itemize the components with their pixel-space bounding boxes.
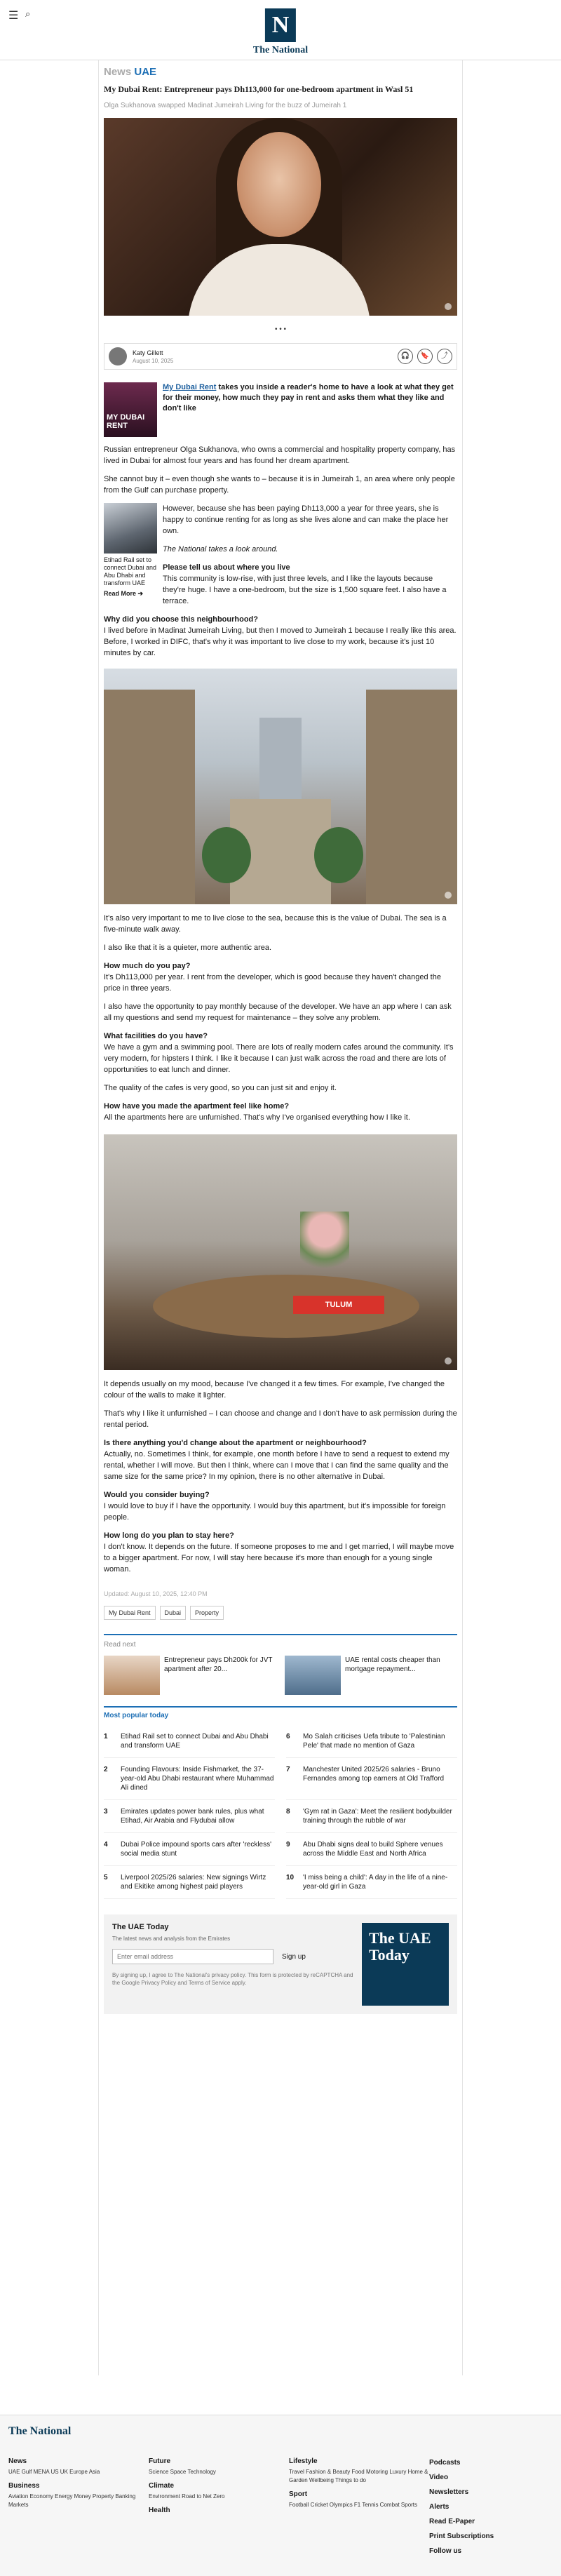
section-uae[interactable]: UAE: [134, 66, 157, 78]
popular-title[interactable]: Dubai Police impound sports cars after 'reckless' social media stunt: [121, 1841, 272, 1858]
popular-item[interactable]: [104, 1833, 275, 1866]
footer-alerts[interactable]: Alerts: [429, 2503, 450, 2511]
publish-date: August 10, 2025: [133, 357, 174, 364]
question-heading: Would you consider buying?: [104, 1491, 210, 1499]
series-promo-image[interactable]: MY DUBAI RENT: [104, 382, 157, 437]
paragraph: The quality of the cafes is very good, so you can just sit and enjoy it.: [104, 1084, 337, 1092]
read-next-item[interactable]: [104, 1656, 276, 1695]
author-avatar[interactable]: [109, 347, 127, 365]
footer-links-lifestyle[interactable]: Travel Fashion & Beauty Food Motoring Luxury Home & Garden Wellbeing Things to do: [289, 2469, 428, 2483]
read-more-link[interactable]: Read More ➔: [104, 590, 144, 597]
footer-logo[interactable]: The National: [8, 2425, 72, 2437]
question-heading: Please tell us about where you live: [163, 563, 290, 572]
logo-mark: N: [265, 8, 296, 42]
menu-icon[interactable]: ☰: [8, 10, 19, 22]
question-heading: What facilities do you have?: [104, 1032, 208, 1040]
popular-title[interactable]: Etihad Rail set to connect Dubai and Abu Dhabi and transform UAE: [121, 1733, 269, 1750]
footer-links-sport[interactable]: Football Cricket Olympics F1 Tennis Combat Sports: [289, 2502, 418, 2508]
tag-list: [104, 1606, 457, 1620]
popular-title[interactable]: Abu Dhabi signs deal to build Sphere venues across the Middle East and North Africa: [303, 1841, 443, 1858]
tag-property[interactable]: Property: [190, 1606, 224, 1620]
standfirst: Olga Sukhanova swapped Madinat Jumeirah Living for the buzz of Jumeirah 1: [104, 102, 347, 109]
footer-heading-lifestyle[interactable]: Lifestyle: [289, 2457, 318, 2465]
popular-item[interactable]: [286, 1758, 457, 1800]
question-heading: How long do you plan to stay here?: [104, 1531, 234, 1540]
footer-links-climate[interactable]: Environment Road to Net Zero: [149, 2493, 225, 2500]
copyright-icon[interactable]: [445, 1357, 452, 1364]
paragraph: However, because she has been paying Dh113,000 a year for three years, she is happy to continue renting for as long as she lives alone and can make the place her own.: [163, 504, 449, 535]
footer-heading-news[interactable]: News: [8, 2457, 27, 2465]
paragraph: That's why I like it unfurnished – I can choose and change and I don't have to ask permission during the rental period.: [104, 1409, 457, 1429]
newsletter-subtitle: The latest news and analysis from the Emirates: [112, 1936, 231, 1942]
newsletter-badge: The UAE Today: [362, 1923, 449, 2006]
paragraph: The National takes a look around.: [163, 545, 278, 554]
series-description: takes you inside a reader's home to have a look at what they get for their money, how much they pay in rent and asks them what they like and don't like: [163, 383, 454, 412]
answer: Actually, no. Sometimes I think, for example, one month before I have to send a request to extend my rental, whether I will move. But then I think, where can I move that I can find the same quality and the same size for the same price? In my opinion, there is no other alternative in Dubai.: [104, 1450, 450, 1481]
read-next-item[interactable]: [285, 1656, 457, 1695]
popular-rank: 9: [286, 1841, 290, 1849]
read-next-thumbnail[interactable]: [285, 1656, 341, 1695]
carousel-dots[interactable]: • • •: [274, 326, 287, 333]
popular-item[interactable]: [104, 1725, 275, 1758]
popular-rank: 7: [286, 1766, 290, 1773]
article-column: [98, 60, 463, 2375]
popular-title[interactable]: Liverpool 2025/26 salaries: New signings Wirtz and Ekitike among highest paid players: [121, 1874, 266, 1891]
building-left: [104, 690, 195, 904]
paragraph: It depends usually on my mood, because I've changed it a few times. For example, I've changed the colour of the walls to make it lighter.: [104, 1380, 445, 1400]
newsletter-signup: [104, 1914, 457, 2014]
copyright-icon[interactable]: [445, 892, 452, 899]
popular-rank: 5: [104, 1874, 108, 1881]
footer-heading-sport[interactable]: Sport: [289, 2490, 308, 2498]
read-next-divider: [104, 1634, 457, 1635]
section-news[interactable]: News: [104, 66, 132, 78]
footer-links-news[interactable]: UAE Gulf MENA US UK Europe Asia: [8, 2469, 100, 2475]
popular-item[interactable]: [104, 1866, 275, 1899]
building-right: [366, 690, 457, 904]
footer-heading-future[interactable]: Future: [149, 2457, 171, 2465]
popular-item[interactable]: [286, 1833, 457, 1866]
footer-links-future[interactable]: Science Space Technology: [149, 2469, 216, 2475]
author-name[interactable]: Katy Gillett: [133, 349, 163, 356]
author-bar: [104, 343, 457, 370]
popular-rank: 2: [104, 1766, 108, 1773]
answer: It's Dh113,000 per year. I rent from the developer, which is good because they haven't changed the price in three years.: [104, 973, 441, 993]
logo-wordmark: The National: [252, 45, 309, 55]
answer: I would love to buy if I have the opportunity. I would buy this apartment, but it's impossible for foreign people.: [104, 1502, 446, 1522]
search-icon[interactable]: ⌕: [25, 8, 31, 19]
tag-my-dubai-rent[interactable]: My Dubai Rent: [104, 1606, 156, 1620]
bookmark-icon[interactable]: 🔖: [417, 349, 433, 364]
answer: This community is low-rise, with just three levels, and I like the layouts because they're huge. I have a one-bedroom, but the size is 1,500 square feet. I also have a terrace.: [163, 575, 447, 605]
popular-title[interactable]: Emirates updates power bank rules, plus what Etihad, Air Arabia and Flydubai allow: [121, 1808, 264, 1825]
footer-video[interactable]: Video: [429, 2474, 449, 2481]
read-next-list: [104, 1656, 457, 1695]
popular-title[interactable]: 'I miss being a child': A day in the life of a nine-year-old girl in Gaza: [303, 1874, 448, 1891]
popular-title[interactable]: Founding Flavours: Inside Fishmarket, the 37-year-old Abu Dhabi restaurant where Muhammad Ali dined: [121, 1766, 274, 1792]
tag-dubai[interactable]: Dubai: [160, 1606, 187, 1620]
paragraph: Russian entrepreneur Olga Sukhanova, who owns a commercial and hospitality property company, has lived in Dubai for almost four years and has found her dream apartment.: [104, 445, 456, 465]
answer: I don't know. It depends on the future. If someone proposes to me and I get married, I will maybe move to a bigger apartment. For now, I will stay here because it's more than enough for a young single woman.: [104, 1543, 454, 1574]
answer: We have a gym and a swimming pool. There are lots of really modern cafes around the community. It's very modern, for hipsters I think. I like it because I can just walk across the road and there are lots of opportunities to eat lunch and dinner.: [104, 1043, 454, 1074]
most-popular-heading: Most popular today: [104, 1706, 457, 1719]
answer: All the apartments here are unfurnished. That's why I've organised everything how I like it.: [104, 1113, 410, 1122]
popular-rank: 4: [104, 1841, 108, 1849]
hero-subject-face: [237, 132, 321, 237]
popular-title[interactable]: Manchester United 2025/26 salaries - Bruno Fernandes among top earners at Old Trafford: [303, 1766, 445, 1783]
read-next-label: Read next: [104, 1641, 136, 1649]
footer-follow-us: Follow us: [429, 2547, 462, 2555]
popular-rank: 10: [286, 1874, 295, 1881]
related-title[interactable]: Etihad Rail set to connect Dubai and Abu Dhabi and transform UAE: [104, 556, 157, 586]
signup-button[interactable]: Sign up: [282, 1952, 306, 1961]
headline: My Dubai Rent: Entrepreneur pays Dh113,000 for one-bedroom apartment in Wasl 51: [104, 84, 414, 94]
question-heading: How much do you pay?: [104, 962, 191, 970]
coffee-table-book: TULUM: [293, 1296, 384, 1314]
section-label: [104, 66, 457, 78]
community-image[interactable]: [104, 669, 457, 904]
paragraph: I also have the opportunity to pay monthly because of the developer. We have an app where I can ask all my questions and send my request for maintenance – they solve any problem.: [104, 1002, 452, 1022]
popular-item[interactable]: [104, 1758, 275, 1800]
read-next-thumbnail[interactable]: [104, 1656, 160, 1695]
paragraph: It's also very important to me to live close to the sea, because this is the value of Dubai. The sea is a five-minute walk away.: [104, 914, 447, 934]
popular-rank: 3: [104, 1808, 108, 1816]
popular-item[interactable]: [286, 1800, 457, 1833]
popular-item[interactable]: [286, 1866, 457, 1899]
tree: [202, 827, 251, 883]
related-article: [104, 503, 457, 607]
read-next-title[interactable]: UAE rental costs cheaper than mortgage repayment...: [345, 1656, 440, 1673]
footer-heading-climate[interactable]: Climate: [149, 2482, 175, 2490]
tree: [314, 827, 363, 883]
footer-epaper[interactable]: Read E-Paper: [429, 2518, 475, 2525]
newsletter-title: The UAE Today: [112, 1923, 169, 1931]
question-heading: How have you made the apartment feel like home?: [104, 1102, 290, 1111]
footer-links-business[interactable]: Aviation Economy Energy Money Property Banking Markets: [8, 2493, 136, 2508]
copyright-icon[interactable]: [445, 303, 452, 310]
popular-title[interactable]: 'Gym rat in Gaza': Meet the resilient bodybuilder training through the rubble of war: [303, 1808, 452, 1825]
question-heading: Why did you choose this neighbourhood?: [104, 615, 258, 624]
popular-title[interactable]: Mo Salah criticises Uefa tribute to 'Palestinian Pele' that made no mention of Gaza: [303, 1733, 445, 1750]
hero-subject-shirt: [188, 244, 370, 316]
footer-podcasts[interactable]: Podcasts: [429, 2459, 461, 2467]
flower-vase: [300, 1212, 349, 1289]
updated-timestamp: Updated: August 10, 2025, 12:40 PM: [104, 1590, 208, 1597]
footer-heading-health[interactable]: Health: [149, 2507, 170, 2514]
footer-print[interactable]: Print Subscriptions: [429, 2533, 494, 2540]
series-link[interactable]: My Dubai Rent: [163, 383, 217, 391]
share-icon[interactable]: ⤴: [437, 349, 452, 364]
top-navigation: [0, 0, 561, 60]
question-heading: Is there anything you'd change about the apartment or neighbourhood?: [104, 1439, 367, 1447]
popular-item[interactable]: [104, 1800, 275, 1833]
site-logo[interactable]: [253, 8, 308, 56]
read-next-title[interactable]: Entrepreneur pays Dh200k for JVT apartment after 20...: [164, 1656, 273, 1673]
email-field[interactable]: [112, 1949, 273, 1964]
site-footer: [0, 2415, 561, 2576]
series-intro: [104, 382, 457, 437]
listen-icon[interactable]: 🎧: [398, 349, 413, 364]
most-popular-list: [104, 1725, 457, 1899]
interior-image[interactable]: [104, 1134, 457, 1370]
paragraph: She cannot buy it – even though she wants to – because it is in Jumeirah 1, an area where only people from the Gulf can purchase property.: [104, 475, 455, 495]
popular-rank: 1: [104, 1733, 108, 1740]
newsletter-legal: By signing up, I agree to The National's privacy policy. This form is protected by reCAPTCHA and the Google Privacy Policy and Terms of Service apply.: [112, 1972, 353, 1986]
popular-item[interactable]: [286, 1725, 457, 1758]
footer-newsletters[interactable]: Newsletters: [429, 2488, 469, 2496]
popular-rank: 8: [286, 1808, 290, 1816]
related-thumbnail[interactable]: [104, 503, 157, 554]
hero-image[interactable]: [104, 118, 457, 316]
footer-heading-business[interactable]: Business: [8, 2482, 40, 2490]
paragraph: I also like that it is a quieter, more authentic area.: [104, 944, 272, 952]
related-card[interactable]: [104, 503, 157, 607]
answer: I lived before in Madinat Jumeirah Living, but then I moved to Jumeirah 1 because I really like this area. Before, I worked in DIFC, that's why it was important to live close to my work, because it's just 10 minutes by car.: [104, 626, 457, 657]
popular-rank: 6: [286, 1733, 290, 1740]
